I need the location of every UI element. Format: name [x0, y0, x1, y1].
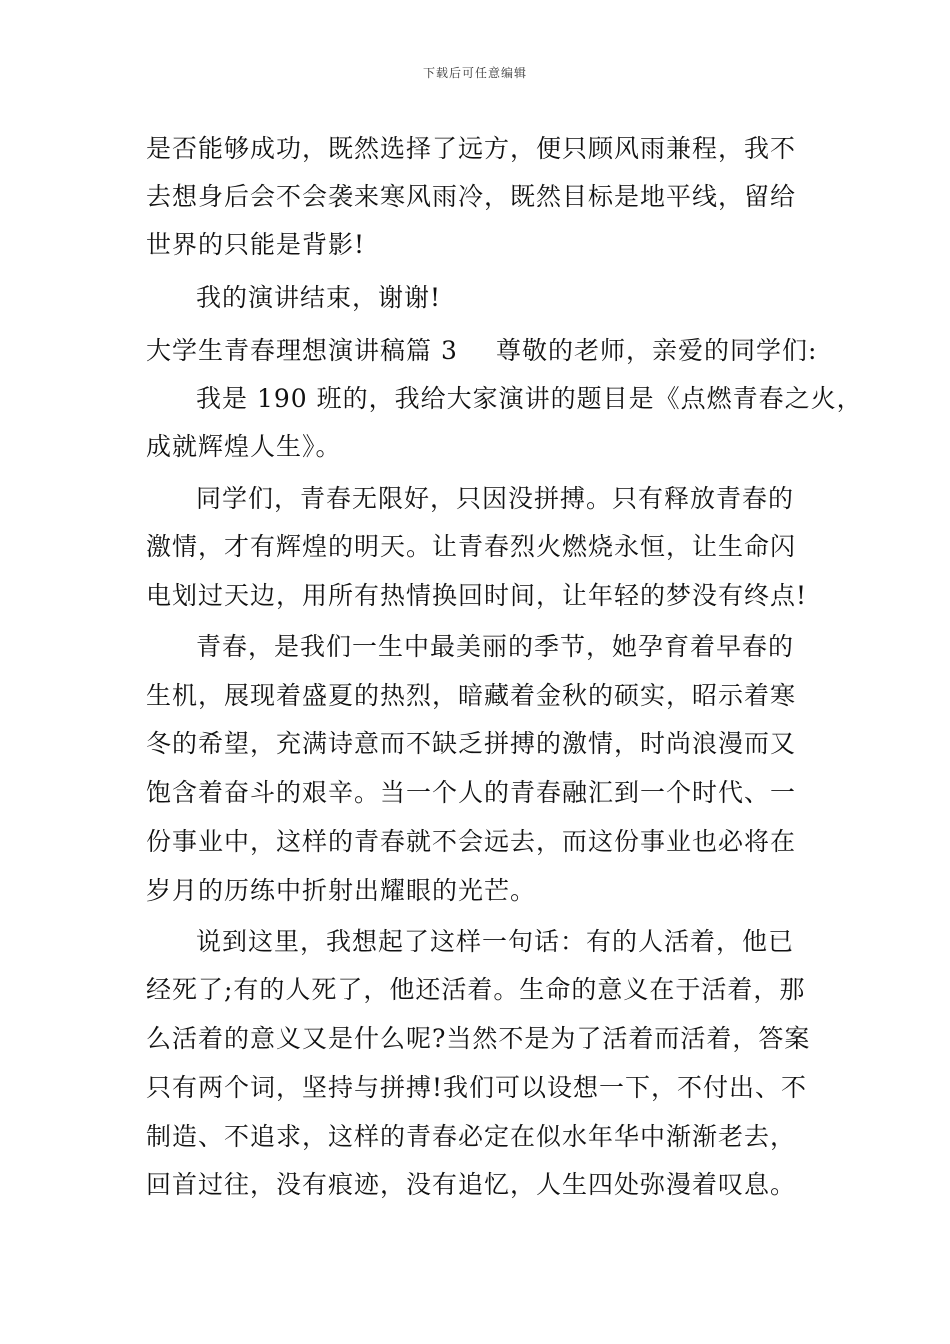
text-line: 制造、不追求，这样的青春必定在似水年华中渐渐老去，	[146, 1122, 797, 1151]
text-line: 冬的希望，充满诗意而不缺乏拼搏的激情，时尚浪漫而又	[146, 729, 797, 758]
text-line: 同学们，青春无限好，只因没拼搏。只有释放青春的	[196, 484, 795, 513]
text-line: 激情，才有辉煌的明天。让青春烈火燃烧永恒，让生命闪	[146, 532, 797, 561]
salutation: 尊敬的老师，亲爱的同学们:	[496, 336, 818, 365]
text-line: 生机，展现着盛夏的热烈，暗藏着金秋的硕实，昭示着寒	[146, 681, 797, 710]
text-line: 电划过天边，用所有热情换回时间，让年轻的梦没有终点!	[146, 581, 808, 610]
download-note: 下载后可任意编辑	[422, 66, 527, 80]
speech-title: 大学生青春理想演讲稿篇 3	[146, 336, 458, 365]
text-line: 说到这里，我想起了这样一句话：有的人活着，他已	[196, 927, 795, 956]
text-line: 份事业中，这样的青春就不会远去，而这份事业也必将在	[146, 827, 797, 856]
text-line: 经死了;有的人死了，他还活着。生命的意义在于活着，那	[146, 975, 806, 1004]
text-line: 回首过往，没有痕迹，没有追忆，人生四处弥漫着叹息。	[146, 1170, 797, 1199]
text-line: 么活着的意义又是什么呢?当然不是为了活着而活着，答案	[146, 1024, 811, 1053]
closing-line: 我的演讲结束，谢谢!	[196, 283, 442, 312]
text-line: 我是 190 班的，我给大家演讲的题目是《点燃青春之火，	[196, 384, 863, 413]
text-line: 青春，是我们一生中最美丽的季节，她孕育着早春的	[196, 632, 795, 661]
text-line: 世界的只能是背影!	[146, 230, 366, 259]
text-line: 是否能够成功，既然选择了远方，便只顾风雨兼程，我不	[146, 134, 797, 163]
text-line: 只有两个词，坚持与拼搏!我们可以设想一下，不付出、不	[146, 1073, 808, 1102]
text-line: 成就辉煌人生》。	[146, 432, 342, 461]
text-line: 去想身后会不会袭来寒风雨冷，既然目标是地平线，留给	[146, 182, 797, 211]
text-line: 岁月的历练中折射出耀眼的光芒。	[146, 876, 537, 905]
text-line: 饱含着奋斗的艰辛。当一个人的青春融汇到一个时代、一	[146, 778, 797, 807]
